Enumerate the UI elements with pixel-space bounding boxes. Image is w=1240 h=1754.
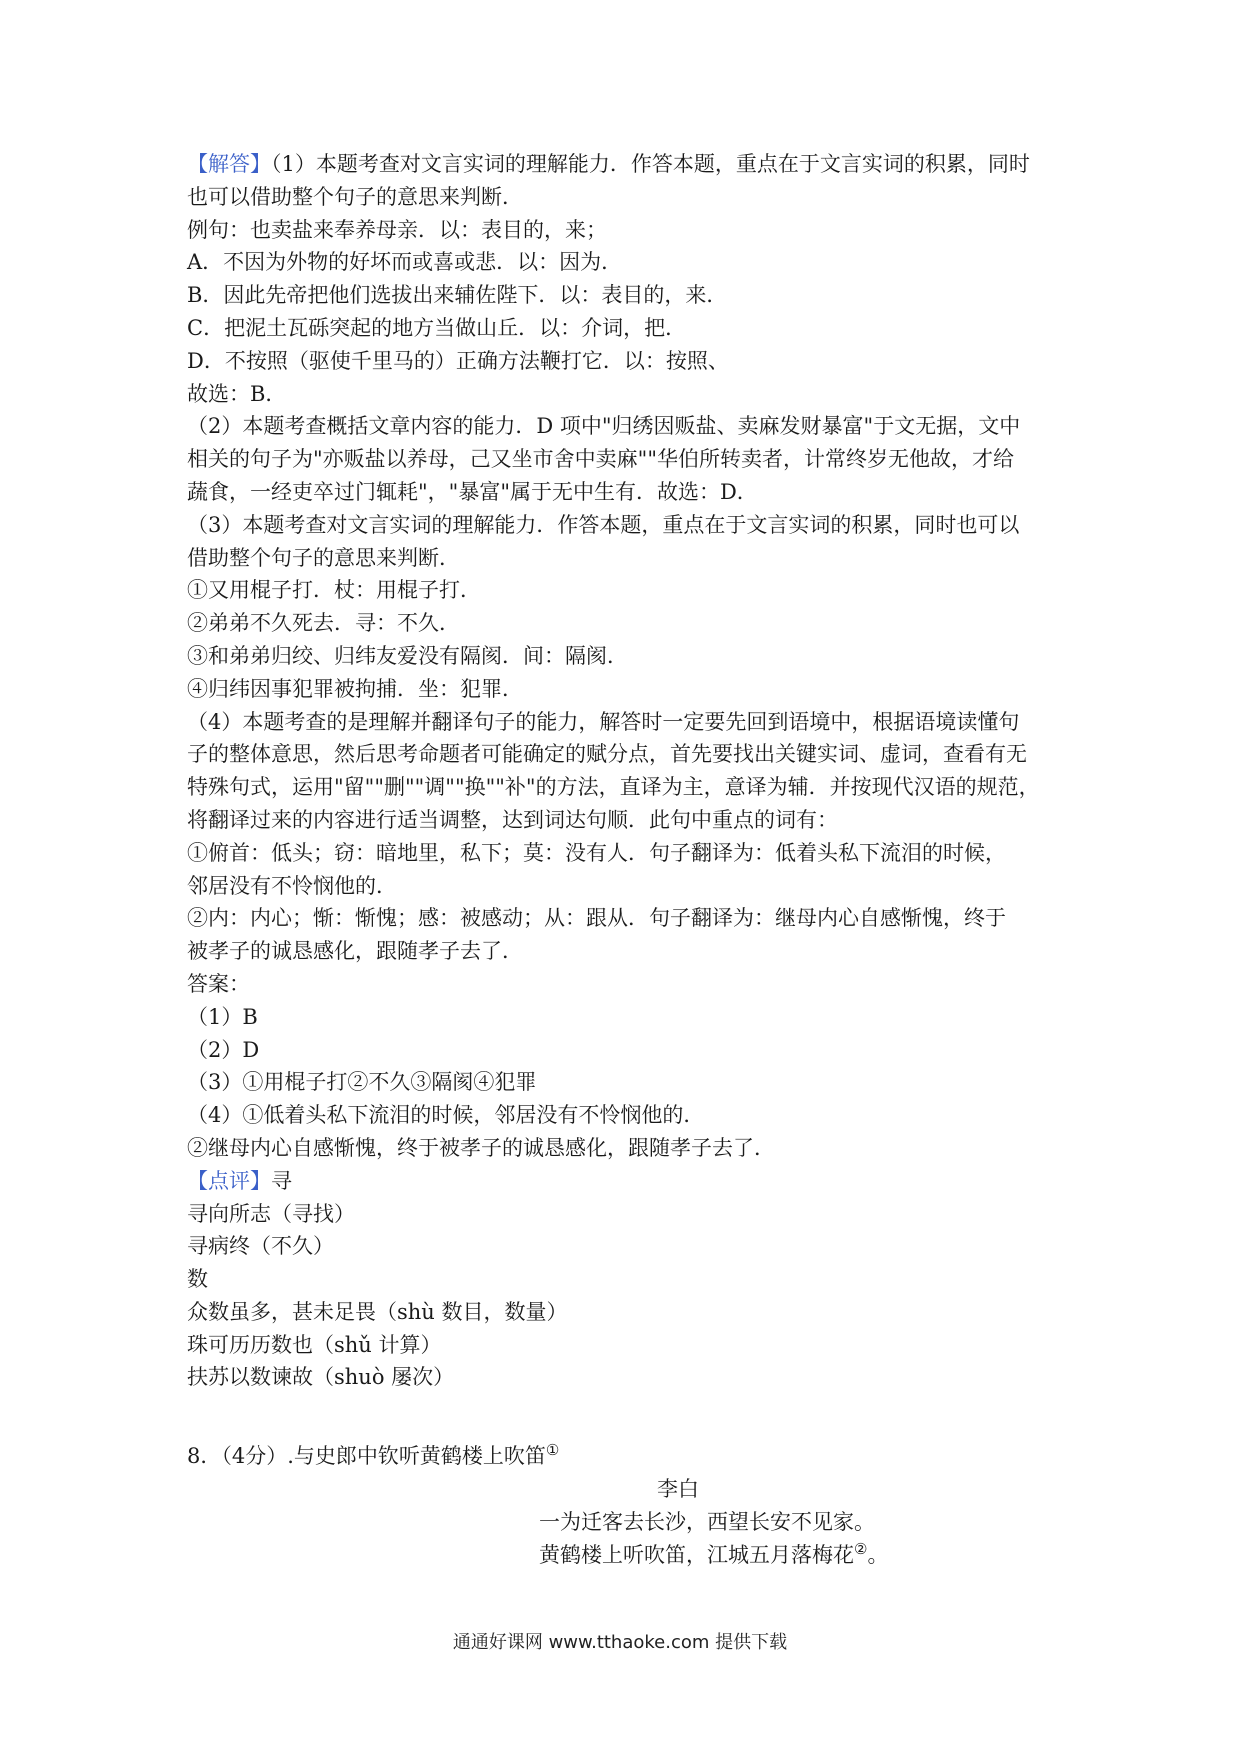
comment-line: 众数虽多，甚未足畏（shù 数目，数量） [187,1299,568,1324]
question-8-title-text: 8．（4分）.与史郎中钦听黄鹤楼上吹笛 [187,1444,546,1469]
answer-line: （2）本题考查概括文章内容的能力．D 项中"归绣因贩盐、卖麻发财暴富"于文无据，文中 [187,414,1021,439]
comment-line: 数 [187,1267,208,1292]
poem-line-2 [187,1539,1067,1572]
answer-line: A．不因为外物的好坏而或喜或悲．以：因为． [187,250,623,275]
answer-line: 被孝子的诚恳感化，跟随孝子去了． [187,939,523,964]
answer-line: 答案： [187,971,250,996]
answer-line: 故选：B． [187,381,287,406]
poem-line-1: 一为迁客去长沙，西望长安不见家。 [539,1509,875,1534]
answer-line: C．把泥土瓦砾突起的地方当做山丘．以：介词，把． [187,315,687,340]
answer-line: B．因此先帝把他们选拔出来辅佐陛下．以：表目的，来． [187,283,728,308]
answer-section [187,148,1067,1571]
answer-line: ①俯首：低头；窃：暗地里，私下；莫：没有人．句子翻译为：低着头私下流泪的时候， [187,840,1006,865]
answer-line: 邻居没有不怜悯他的． [187,873,397,898]
answer-line: 子的整体意思，然后思考命题者可能确定的赋分点，首先要找出关键实词、虚词，查看有无 [187,742,1027,767]
comment-line: 寻病终（不久） [187,1234,334,1259]
section-spacer [187,1394,1067,1426]
answer-line: （4）①低着头私下流泪的时候，邻居没有不怜悯他的． [187,1103,705,1128]
answer-line: （2）D [187,1037,260,1062]
answer-line: 借助整个句子的意思来判断． [187,545,460,570]
comment-line: 珠可历历数也（shǔ 计算） [187,1332,442,1357]
answer-line: ②内：内心；惭：惭愧；感：被感动；从：跟从．句子翻译为：继母内心自感惭愧，终于 [187,906,1006,931]
answer-line: ③和弟弟归绞、归纬友爱没有隔阂．间：隔阂． [187,643,628,668]
answer-line: 也可以借助整个句子的意思来判断． [187,184,523,209]
answer-line: 例句：也卖盐来奉养母亲．以：表目的，来； [187,217,607,242]
answer-line: ①又用棍子打．杖：用棍子打． [187,578,481,603]
comment-line: 扶苏以数谏故（shuò 屡次） [187,1365,455,1390]
answer-line: D．不按照（驱使千里马的）正确方法鞭打它．以：按照、 [187,348,729,373]
answer-line: 相关的句子为"亦贩盐以养母，己又坐市舍中卖麻""华伯所转卖者，计常终岁无他故，才给 [187,447,1014,472]
answer-line: （3）①用棍子打②不久③隔阂④犯罪 [187,1070,537,1095]
footnote-marker-1: ① [545,1441,560,1460]
comment-line: 寻 [271,1168,292,1193]
footnote-marker-2: ② [854,1539,868,1558]
answer-line: ②弟弟不久死去．寻：不久． [187,611,460,636]
answer-line: （1）B [187,1004,258,1029]
answer-line: 将翻译过来的内容进行适当调整，达到词达句顺．此句中重点的词有： [187,807,838,832]
comment-line: 寻向所志（寻找） [187,1201,355,1226]
comment-first-line [187,1165,1067,1198]
poem-line-2-end: 。 [867,1542,889,1567]
answer-tag: 【解答】 [187,152,271,176]
answer-first-line [187,148,1067,181]
comment-tag: 【点评】 [187,1168,271,1193]
answer-line: 特殊句式，运用"留""删""调""换""补"的方法，直译为主，意译为辅．并按现代汉语的规范， [187,775,1040,800]
answer-line: （1）本题考查对文言实词的理解能力．作答本题，重点在于文言实词的积累，同时 [271,152,1030,176]
poem-author: 李白 [657,1477,699,1502]
answer-line: ②继母内心自感惭愧，终于被孝子的诚恳感化，跟随孝子去了． [187,1135,775,1160]
poem-line-2-text: 黄鹤楼上听吹笛，江城五月落梅花 [539,1542,854,1567]
page-footer: 通通好课网 www.tthaoke.com 提供下载 [452,1632,788,1653]
answer-line: （4）本题考查的是理解并翻译句子的能力，解答时一定要先回到语境中，根据语境读懂句 [187,709,1020,734]
answer-line: 蔬食，一经吏卒过门辄耗"，"暴富"属于无中生有．故选：D． [187,479,758,504]
answer-line: ④归纬因事犯罪被拘捕．坐：犯罪． [187,676,523,701]
answer-line: （3）本题考查对文言实词的理解能力．作答本题，重点在于文言实词的积累，同时也可以 [187,512,1020,537]
question-8-title [187,1440,1067,1473]
